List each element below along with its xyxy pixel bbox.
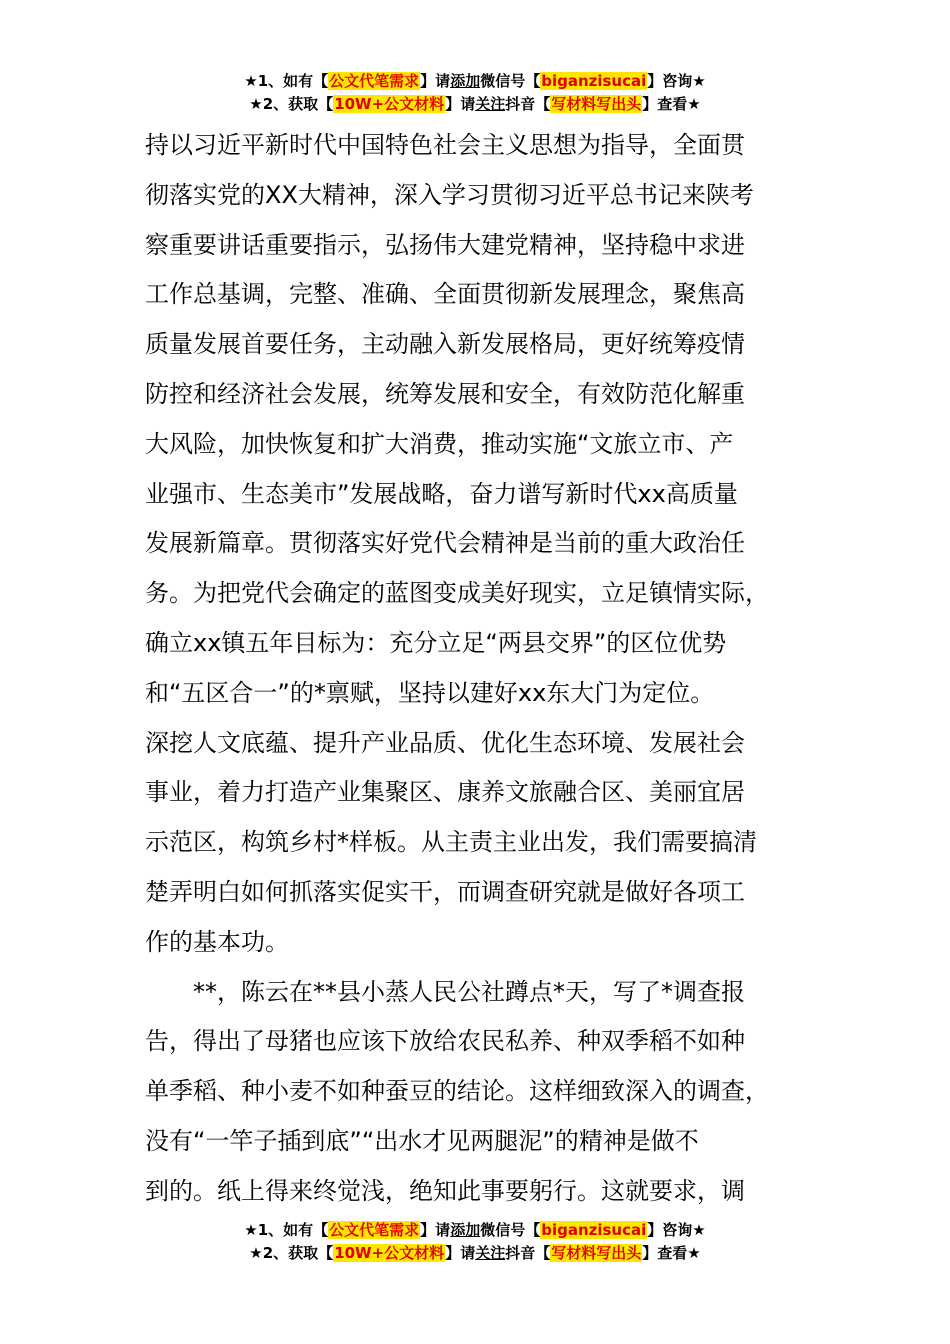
wechat-id: biganzisucai xyxy=(541,1221,647,1239)
paragraph-1 xyxy=(145,121,807,968)
text-line: 作的基本功。 xyxy=(145,927,289,956)
text-line: 察重要讲话重要指示，弘扬伟大建党精神，坚持稳中求进 xyxy=(145,230,745,259)
text-line: 务。为把党代会确定的蓝图变成美好现实，立足镇情实际， xyxy=(145,579,769,608)
highlight-label: 10W+公文材料 xyxy=(334,95,445,113)
text-line: 没有“一竿子插到底”“出水才见两腿泥”的精神是做不 xyxy=(145,1126,699,1155)
text-line: 防控和经济社会发展，统筹发展和安全，有效防范化解重 xyxy=(145,379,745,408)
text-line: 告，得出了母猪也应该下放给农民私养、种双季稻不如种 xyxy=(145,1027,745,1056)
banner-line-2: ★2、获取【10W+公文材料】请关注抖音【写材料写出头】查看★ xyxy=(249,1244,701,1262)
text-line: 发展新篇章。贯彻落实好党代会精神是当前的重大政治任 xyxy=(145,529,745,558)
footer-banner xyxy=(0,1219,950,1265)
text-line: 示范区，构筑乡村*样板。从主责主业出发，我们需要搞清 xyxy=(145,828,757,857)
text-line: 到的。纸上得来终觉浅，绝知此事要躬行。这就要求，调 xyxy=(145,1176,745,1205)
wechat-id: biganzisucai xyxy=(541,72,647,90)
douyin-id: 写材料写出头 xyxy=(551,1244,642,1262)
banner-line-1: ★1、如有【公文代笔需求】请添加微信号【biganzisucai】咨询★ xyxy=(244,1221,706,1239)
text-line: **，陈云在**县小蒸人民公社蹲点*天，写了*调查报 xyxy=(193,977,745,1006)
text-line: 楚弄明白如何抓落实促实干，而调查研究就是做好各项工 xyxy=(145,877,745,906)
text-line: 质量发展首要任务，主动融入新发展格局，更好统筹疫情 xyxy=(145,330,745,359)
text-line: 深挖人文底蕴、提升产业品质、优化生态环境、发展社会 xyxy=(145,728,745,757)
text-line: 确立xx镇五年目标为：充分立足“两县交界”的区位优势 xyxy=(145,628,727,657)
highlight-label: 公文代笔需求 xyxy=(329,72,420,90)
text-line: 工作总基调，完整、准确、全面贯彻新发展理念，聚焦高 xyxy=(145,280,745,309)
highlight-label: 公文代笔需求 xyxy=(329,1221,420,1239)
highlight-label: 10W+公文材料 xyxy=(334,1244,445,1262)
paragraph-2 xyxy=(145,968,807,1217)
text-line: 和“五区合一”的*禀赋，坚持以建好xx东大门为定位。 xyxy=(145,678,715,707)
text-line: 大风险，加快恢复和扩大消费，推动实施“文旅立市、产 xyxy=(145,429,734,458)
banner-line-1: ★1、如有【公文代笔需求】请添加微信号【biganzisucai】咨询★ xyxy=(244,72,706,90)
document-body xyxy=(145,121,807,1217)
text-line: 事业，着力打造产业集聚区、康养文旅融合区、美丽宜居 xyxy=(145,778,745,807)
header-banner xyxy=(0,70,950,116)
banner-line-2: ★2、获取【10W+公文材料】请关注抖音【写材料写出头】查看★ xyxy=(249,95,701,113)
text-line: 持以习近平新时代中国特色社会主义思想为指导，全面贯 xyxy=(145,131,745,159)
text-line: 彻落实党的XX大精神，深入学习贯彻习近平总书记来陕考 xyxy=(145,180,754,209)
text-line: 单季稻、种小麦不如种蚕豆的结论。这样细致深入的调查， xyxy=(145,1077,769,1106)
text-line: 业强市、生态美市”发展战略，奋力谱写新时代xx高质量 xyxy=(145,479,738,508)
douyin-id: 写材料写出头 xyxy=(551,95,642,113)
